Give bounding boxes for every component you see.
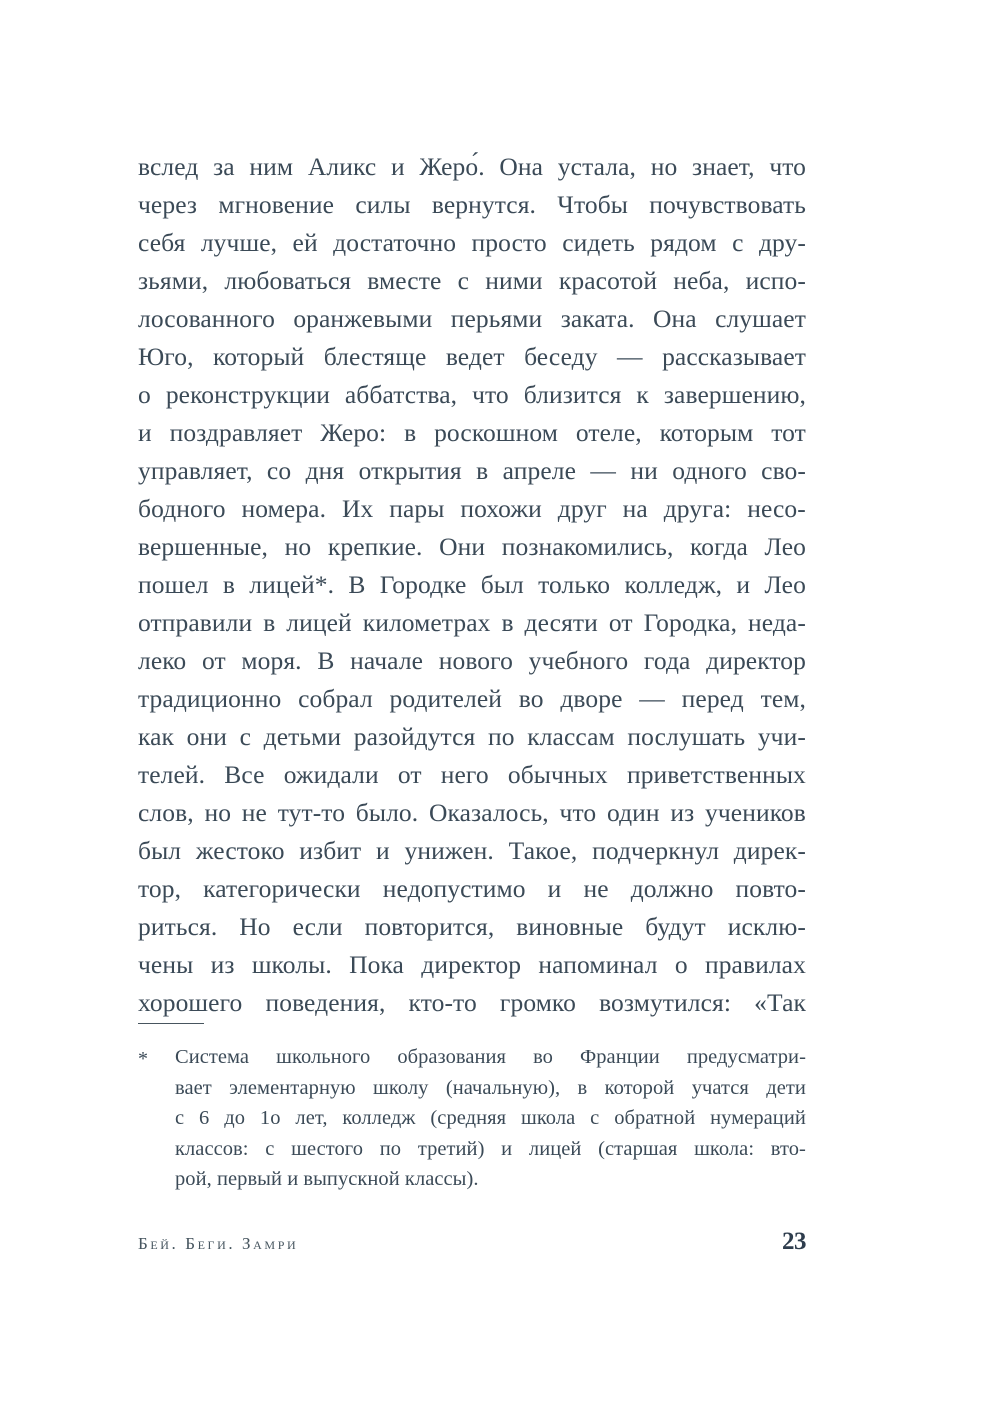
- body-line: чены из школы. Пока директор напоминал о правилах: [138, 950, 806, 979]
- body-line: традиционно собрал родителей во дворе — перед тем,: [138, 684, 806, 713]
- body-line: себя лучше, ей достаточно просто сидеть рядом с дру-: [138, 228, 806, 257]
- footnote-line: с 6 до 1o лет, колледж (средняя школа с обратной нумераций: [175, 1107, 806, 1129]
- body-line: слов, но не тут-то было. Оказалось, что один из учеников: [138, 798, 806, 827]
- body-line: зьями, любоваться вместе с ними красотой неба, испо-: [138, 266, 806, 295]
- body-line: Юго, который блестяще ведет беседу — рассказывает: [138, 342, 806, 371]
- footnote-separator-rule: [138, 1023, 204, 1024]
- body-line: и поздравляет Жеро: в роскошном отеле, которым тот: [138, 418, 806, 447]
- body-line: лосованного оранжевыми перьями заката. Она слушает: [138, 304, 806, 333]
- body-line: о реконструкции аббатства, что близится к завершению,: [138, 380, 806, 409]
- body-line: вершенные, но крепкие. Они познакомились, когда Лео: [138, 532, 806, 561]
- page-number: 23: [782, 1228, 806, 1255]
- footnote-marker: *: [138, 1048, 148, 1070]
- body-line: хорошего поведения, кто-то громко возмутился: «Так: [138, 988, 806, 1017]
- running-footer: [138, 1228, 806, 1256]
- body-line: как они с детьми разойдутся по классам послушать учи-: [138, 722, 806, 751]
- footnote-line: Система школьного образования во Франции предусматри-: [175, 1046, 806, 1068]
- footnote: [138, 1042, 806, 1195]
- footnote-line: вает элементарную школу (начальную), в которой учатся дети: [175, 1076, 806, 1099]
- body-line: леко от моря. В начале нового учебного года директор: [138, 646, 806, 675]
- body-text: [138, 148, 806, 1022]
- body-line: отправили в лицей километрах в десяти от Городка, неда-: [138, 608, 806, 637]
- body-line: был жестоко избит и унижен. Такое, подчеркнул дирек-: [138, 836, 806, 865]
- body-line: через мгновение силы вернутся. Чтобы почувствовать: [138, 190, 806, 219]
- body-line: телей. Все ожидали от него обычных приветственных: [138, 760, 806, 789]
- footnote-line: рой, первый и выпускной классы).: [175, 1168, 479, 1190]
- book-title: Бей. Беги. Замри: [138, 1234, 299, 1253]
- body-line: тор, категорически недопустимо и не должно повто-: [138, 874, 806, 903]
- footnote-line: классов: с шестого по третий) и лицей (старшая школа: вто-: [175, 1137, 806, 1160]
- body-line: пошел в лицей*. В Городке был только колледж, и Лео: [138, 570, 806, 599]
- footnote-body: [175, 1042, 806, 1195]
- body-line: управляет, со дня открытия в апреле — ни одного сво-: [138, 456, 806, 485]
- body-line: вслед за ним Аликс и Жеро́. Она устала, но знает, что: [138, 152, 806, 181]
- body-line: риться. Но если повторится, виновные будут исклю-: [138, 912, 806, 941]
- body-line: бодного номера. Их пары похожи друг на друга: несо-: [138, 494, 806, 523]
